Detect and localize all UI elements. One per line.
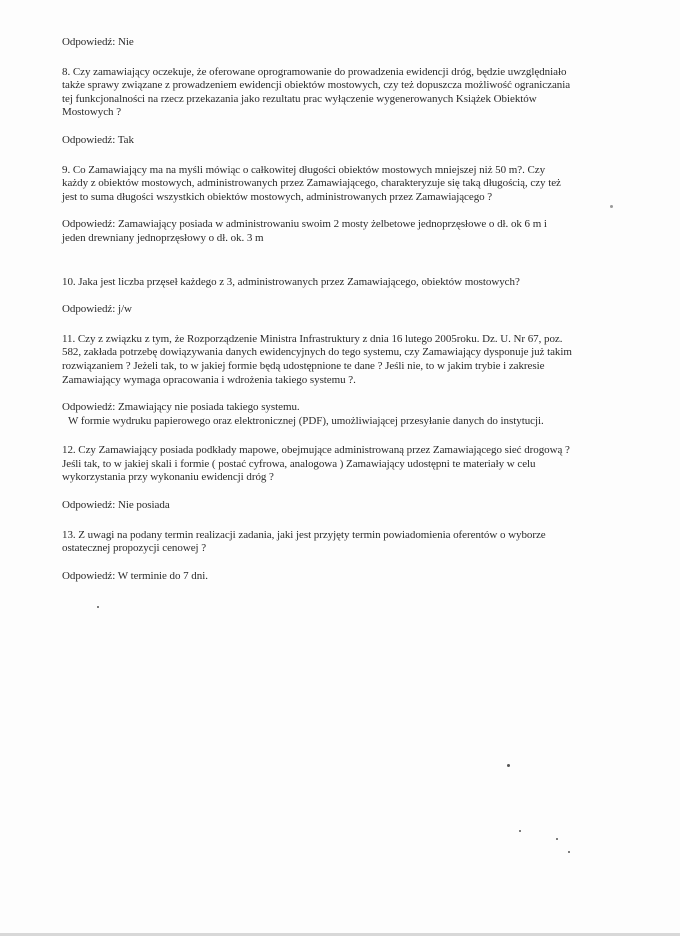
answer-line: Odpowiedź: Zmawiający nie posiada takiego systemu.: [62, 401, 300, 414]
question-line: 10. Jaka jest liczba przęseł każdego z 3, administrowanych przez Zamawiającego, obiektów mostowych?: [62, 275, 520, 288]
question-line: 8. Czy zamawiający oczekuje, że oferowane oprogramowanie do prowadzenia ewidencji dróg, będzie uwzględniało: [62, 65, 567, 78]
question-9: [62, 164, 652, 205]
answer-11: [62, 401, 652, 428]
answer-line: Odpowiedź: Zamawiający posiada w administrowaniu swoim 2 mosty żelbetowe jednoprzęsłowe o dł. ok 6 m i: [62, 218, 547, 231]
question-line: ostatecznej propozycji cenowej ?: [62, 542, 207, 555]
question-8: [62, 66, 652, 120]
question-line: każdy z obiektów mostowych, administrowanych przez Zamawiającego, charakteryzuje się taką długością, czy też: [62, 177, 561, 190]
question-line: także sprawy związane z prowadzeniem ewidencji obiektów mostowych, czy też dopuszcza możliwość ograniczania: [62, 79, 571, 92]
question-10: [62, 276, 652, 290]
question-line: Zamawiający wymaga opracowania i wdrożenia takiego systemu ?.: [62, 373, 356, 386]
answer-8: Odpowiedź: Tak: [62, 133, 134, 146]
question-line: 13. Z uwagi na podany termin realizacji zadania, jaki jest przyjęty termin powiadomienia oferentów o wyborze: [62, 528, 546, 541]
answer-12: Odpowiedź: Nie posiada: [62, 499, 170, 512]
answer-13: Odpowiedź: W terminie do 7 dni.: [62, 569, 208, 582]
scan-speck: [610, 205, 613, 208]
answer-line: jeden drewniany jednoprzęsłowy o dł. ok. 3 m: [62, 231, 264, 244]
question-line: 12. Czy Zamawiający posiada podkłady mapowe, obejmujące administrowaną przez Zamawiającego sieć drogową ?: [62, 444, 570, 457]
scan-speck: [556, 838, 558, 840]
document-body: [62, 36, 652, 599]
answer-line: W formie wydruku papierowego oraz elektronicznej (PDF), umożliwiającej przesyłanie danych do instytucji.: [68, 414, 544, 427]
scan-speck: [507, 764, 510, 767]
question-12: [62, 444, 652, 485]
question-line: tej funkcjonalności na rzecz przekazania jako rezultatu prac wyłączenie wygenerowanych Książek Obiektów: [62, 92, 537, 105]
scan-speck: [519, 830, 521, 832]
answer-9: [62, 218, 652, 245]
question-line: Mostowych ?: [62, 106, 122, 119]
answer-10: Odpowiedź: j/w: [62, 303, 132, 316]
answer-7: Odpowiedź: Nie: [62, 36, 134, 48]
question-line: 582, zakłada potrzebę dowiązywania danych ewidencyjnych do tego systemu, czy Zamawiający dysponuje już takim: [62, 346, 572, 359]
question-line: wykorzystania przy wykonaniu ewidencji dróg ?: [62, 471, 274, 484]
question-line: rozwiązaniem ? Jeżeli tak, to w jakiej formie będą udostępnione te dane ? Jeśli nie, to w jakim trybie i zakresie: [62, 359, 545, 372]
question-11: [62, 333, 652, 387]
question-line: 11. Czy z związku z tym, że Rozporządzenie Ministra Infrastruktury z dnia 16 lutego 2005roku. Dz. U. Nr 67, poz.: [62, 332, 563, 345]
question-line: jest to suma długości wszystkich obiektów mostowych, administrowanych przez Zamawiającego ?: [62, 190, 493, 203]
question-line: 9. Co Zamawiający ma na myśli mówiąc o całkowitej długości obiektów mostowych mniejszej niż 50 m?. Czy: [62, 163, 546, 176]
scan-speck: [568, 851, 570, 853]
question-13: [62, 529, 652, 556]
scan-speck: [97, 606, 99, 608]
question-line: Jeśli tak, to w jakiej skali i formie ( postać cyfrowa, analogowa ) Zamawiający udostępni te materiały w celu: [62, 457, 536, 470]
